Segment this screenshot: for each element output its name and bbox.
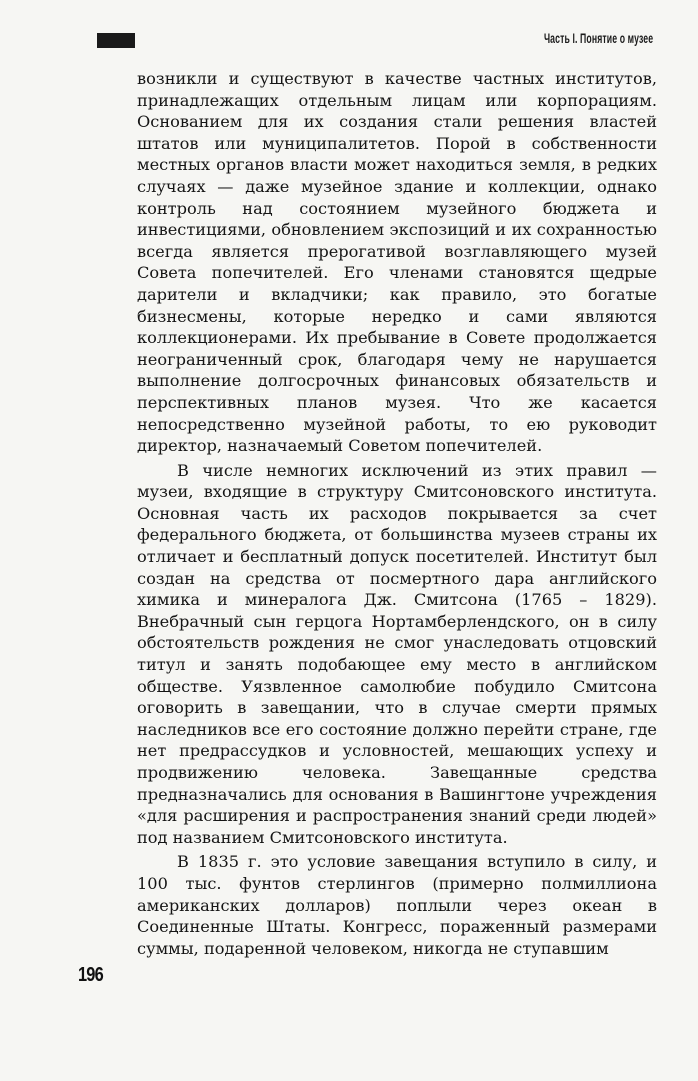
paragraph-smithsonian: В числе немногих исключений из этих правил — музеи, входящие в структуру Смитсоновского института. Основная часть их расходов покрывается за счет федерального бюджета, от большинства музеев страны их отличает и бесплатный допуск посетителей. Институт был создан на средства от посмертного дара английского химика и минералога Дж. Смитсона (1765 – 1829). Внебрачный сын герцога Нортамберлендского, он в силу обстоятельств рождения не смог унаследовать отцовский титул и занять подобающее ему место в английском обществе. Уязвленное самолюбие побудило Смитсона оговорить в завещании, что в случае смерти прямых наследников все его состояние должно перейти стране, где нет предрассудков и условностей, мешающих успеху и продвижению человека. Завещанные средства предназначались для основания в Вашингтоне учреждения «для расширения и распространения знаний среди людей» под названием Смитсоновского института. bbox=[137, 460, 657, 847]
header-ornament-block bbox=[97, 33, 135, 48]
page-number: 196 bbox=[78, 964, 103, 986]
body-text bbox=[137, 68, 657, 959]
paragraph-continued: возникли и существуют в качестве частных институтов, принадлежащих отдельным лицам или корпорациям. Основанием для их создания стали решения властей штатов или муниципалитетов. Порой в собственности местных органов власти может находиться земля, в редких случаях — даже музейное здание и коллекции, однако контроль над состоянием музейного бюджета и инвестициями, обновлением экспозиций и их сохранностью всегда является прерогативой возглавляющего музей Совета попечителей. Его членами становятся щедрые дарители и вкладчики; как правило, это богатые бизнесмены, которые нередко и сами являются коллекционерами. Их пребывание в Совете продолжается неограниченный срок, благодаря чему не нарушается выполнение долгосрочных финансовых обязательств и перспективных планов музея. Что же касается непосредственно музейной работы, то ею руководит директор, назначаемый Советом попечителей. bbox=[137, 69, 657, 456]
paragraph-1835: В 1835 г. это условие завещания вступило в силу, и 100 тыс. фунтов стерлингов (примерно полмиллиона американских долларов) поплыли через океан в Соединенные Штаты. Конгресс, пораженный размерами суммы, подаренной человеком, никогда не ступавшим bbox=[137, 852, 657, 958]
running-head: Часть I. Понятие о музее bbox=[543, 30, 653, 46]
